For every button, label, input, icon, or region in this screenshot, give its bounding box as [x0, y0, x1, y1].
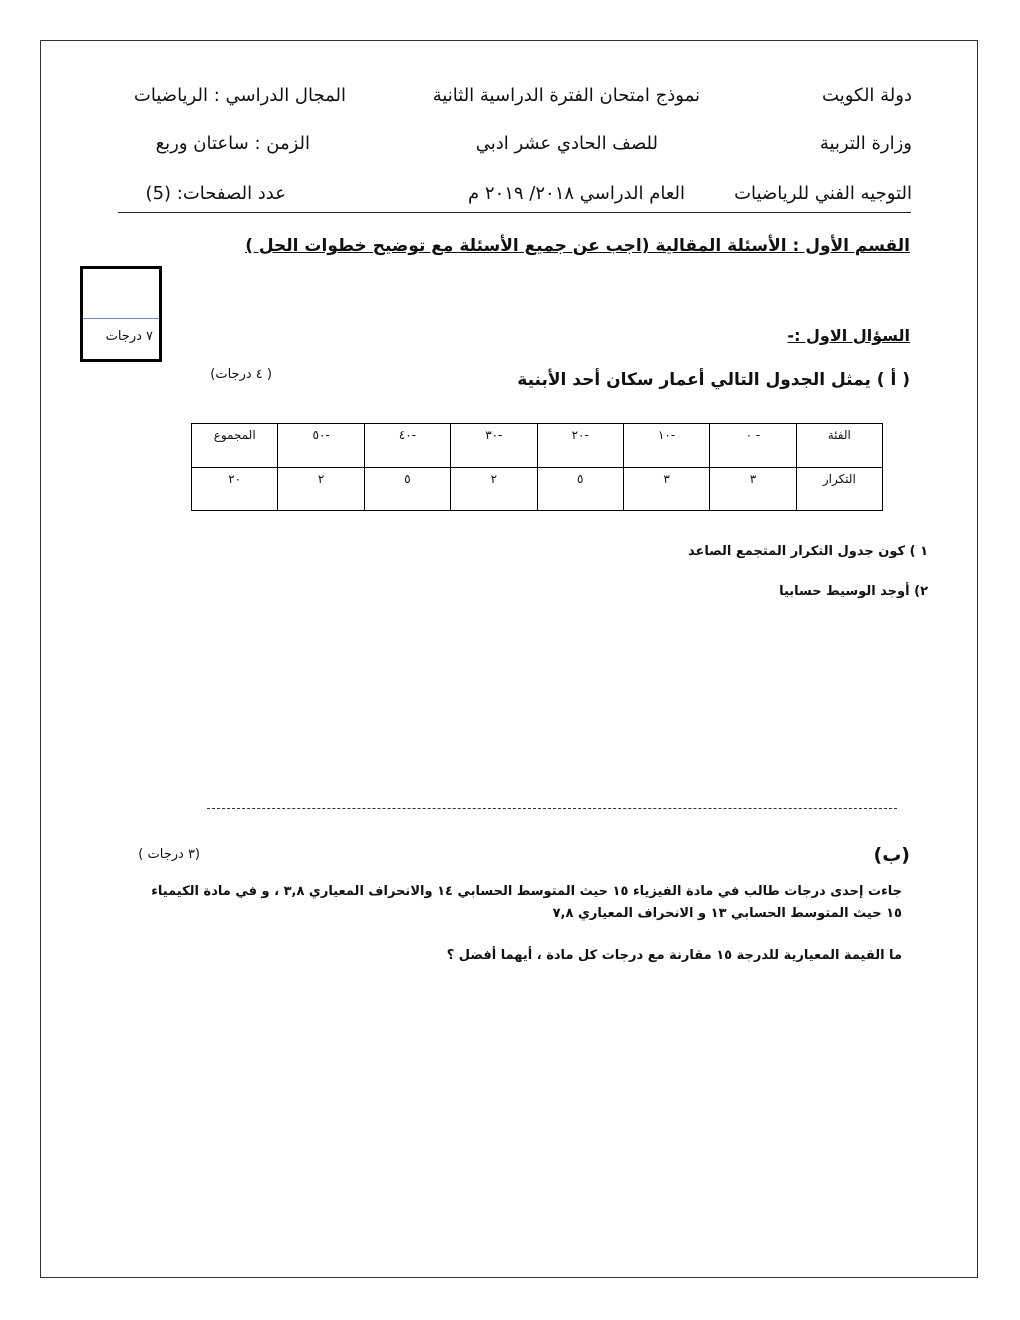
part-b-question: ما القيمة المعيارية للدرجة ١٥ مقارنة مع درجات كل مادة ، أيهما أفضل ؟ — [446, 948, 902, 963]
part-b-marks: (٣ درجات ) — [138, 847, 200, 862]
header-academic-year: العام الدراسي ٢٠١٨/ ٢٠١٩ م — [468, 183, 685, 204]
part-a-marks: ( ٤ درجات) — [210, 367, 272, 382]
total-cell: ٢٠ — [192, 467, 278, 511]
row-header-class: الفئة — [796, 424, 882, 468]
score-box-label: ٧ درجات — [105, 329, 153, 344]
frequency-cell: ٢ — [451, 467, 537, 511]
frequency-cell: ٣ — [623, 467, 709, 511]
class-cell: ٠ - — [710, 424, 796, 468]
task-cumulative-table: ١ ) كون جدول التكرار المتجمع الصاعد — [687, 544, 928, 559]
question1-title: السؤال الاول :- — [787, 326, 910, 345]
frequency-cell: ٢ — [278, 467, 364, 511]
header-grade: للصف الحادي عشر ادبي — [475, 133, 658, 154]
class-cell: ٣٠- — [451, 424, 537, 468]
frequency-cell: ٣ — [710, 467, 796, 511]
table-row — [192, 467, 883, 511]
class-cell: ١٠- — [623, 424, 709, 468]
header-ministry: وزارة التربية — [819, 133, 912, 154]
page-border — [40, 40, 978, 1278]
part-b-label: (ب) — [873, 844, 910, 866]
part-a-label: ( أ ) يمثل الجدول التالي أعمار سكان أحد الأبنية — [517, 370, 910, 390]
frequency-cell: ٥ — [537, 467, 623, 511]
part-b-text-line2: ١٥ حيث المتوسط الحسابي ١٣ و الانحراف المعياري ٧,٨ — [552, 906, 902, 921]
header-department: التوجيه الفني للرياضيات — [734, 183, 912, 204]
task-median: ٢) أوجد الوسيط حسابيا — [779, 584, 928, 599]
row-header-frequency: التكرار — [796, 467, 882, 511]
class-cell: ٢٠- — [537, 424, 623, 468]
header-country: دولة الكويت — [822, 85, 912, 106]
score-box[interactable] — [80, 266, 162, 362]
frequency-cell: ٥ — [364, 467, 450, 511]
class-cell: ٤٠- — [364, 424, 450, 468]
total-header-cell: المجموع — [192, 424, 278, 468]
table-row — [192, 424, 883, 468]
answer-separator — [207, 808, 897, 809]
part-b-text-line1: جاءت إحدى درجات طالب في مادة الفيزياء ١٥ حيث المتوسط الحسابي ١٤ والانحراف المعياري ٣,٨ ، و في مادة الكيمياء — [151, 884, 902, 899]
header-page-count: عدد الصفحات: (5) — [145, 183, 286, 204]
score-box-divider — [83, 318, 159, 319]
header-exam-title: نموذج امتحان الفترة الدراسية الثانية — [432, 85, 700, 106]
frequency-table — [191, 423, 883, 511]
section-title: القسم الأول : الأسئلة المقالية (اجب عن جميع الأسئلة مع توضيح خطوات الحل ) — [245, 236, 910, 256]
header-subject: المجال الدراسي : الرياضيات — [133, 85, 346, 106]
header-divider — [118, 212, 911, 213]
class-cell: ٥٠- — [278, 424, 364, 468]
header-duration: الزمن : ساعتان وربع — [155, 133, 310, 154]
